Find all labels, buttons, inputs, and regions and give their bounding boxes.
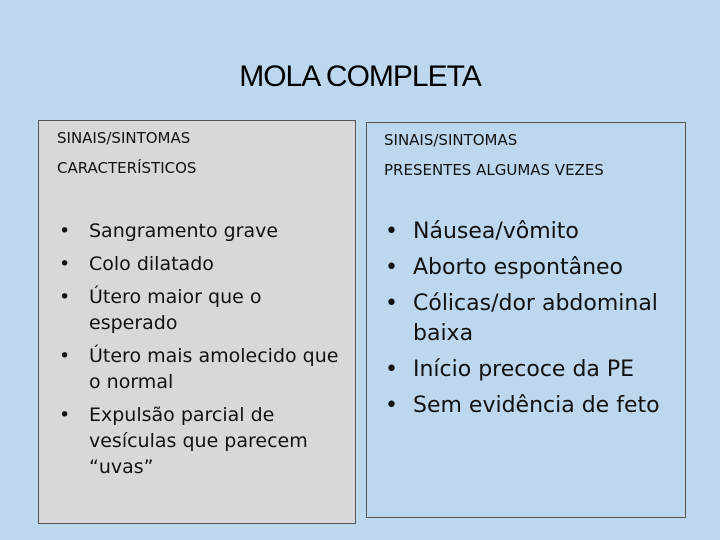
bullet-icon: •	[59, 286, 71, 308]
sometimes-present-signs-header	[384, 125, 674, 185]
list-item	[59, 402, 353, 480]
list-item-text: Expulsão parcial de vesículas que parecem “uvas”	[89, 404, 308, 478]
list-item	[381, 391, 681, 421]
header-line: SINAIS/SINTOMAS	[384, 131, 518, 149]
characteristic-signs-header	[57, 123, 347, 183]
list-item-text: Aborto espontâneo	[413, 255, 624, 280]
bullet-icon: •	[385, 219, 398, 244]
list-item-text: Náusea/vômito	[413, 219, 579, 244]
characteristic-signs-box	[38, 120, 356, 524]
list-item-text: Início precoce da PE	[413, 357, 635, 382]
list-item	[381, 253, 681, 283]
header-line: CARACTERÍSTICOS	[57, 159, 197, 177]
list-item	[59, 251, 353, 277]
bullet-icon: •	[59, 220, 71, 242]
sometimes-present-signs-list	[381, 217, 681, 427]
sometimes-present-signs-box	[366, 122, 686, 518]
list-item-text: Útero maior que o esperado	[89, 286, 262, 334]
header-line: PRESENTES ALGUMAS VEZES	[384, 161, 604, 179]
list-item-text: Sangramento grave	[89, 220, 279, 242]
list-item	[59, 343, 353, 395]
list-item	[59, 284, 353, 336]
list-item	[381, 217, 681, 247]
characteristic-signs-list	[59, 218, 353, 487]
list-item	[381, 355, 681, 385]
bullet-icon: •	[385, 255, 398, 280]
slide-title: MOLA COMPLETA	[239, 60, 481, 93]
bullet-icon: •	[385, 357, 398, 382]
list-item-text: Sem evidência de feto	[413, 393, 660, 418]
bullet-icon: •	[59, 404, 71, 426]
list-item-text: Cólicas/dor abdominal baixa	[413, 291, 658, 346]
bullet-icon: •	[59, 345, 71, 367]
bullet-icon: •	[385, 393, 398, 418]
list-item-text: Colo dilatado	[89, 253, 214, 275]
bullet-icon: •	[59, 253, 71, 275]
list-item	[59, 218, 353, 244]
bullet-icon: •	[385, 291, 398, 316]
header-line: SINAIS/SINTOMAS	[57, 129, 191, 147]
list-item-text: Útero mais amolecido que o normal	[89, 345, 339, 393]
list-item	[381, 289, 681, 349]
